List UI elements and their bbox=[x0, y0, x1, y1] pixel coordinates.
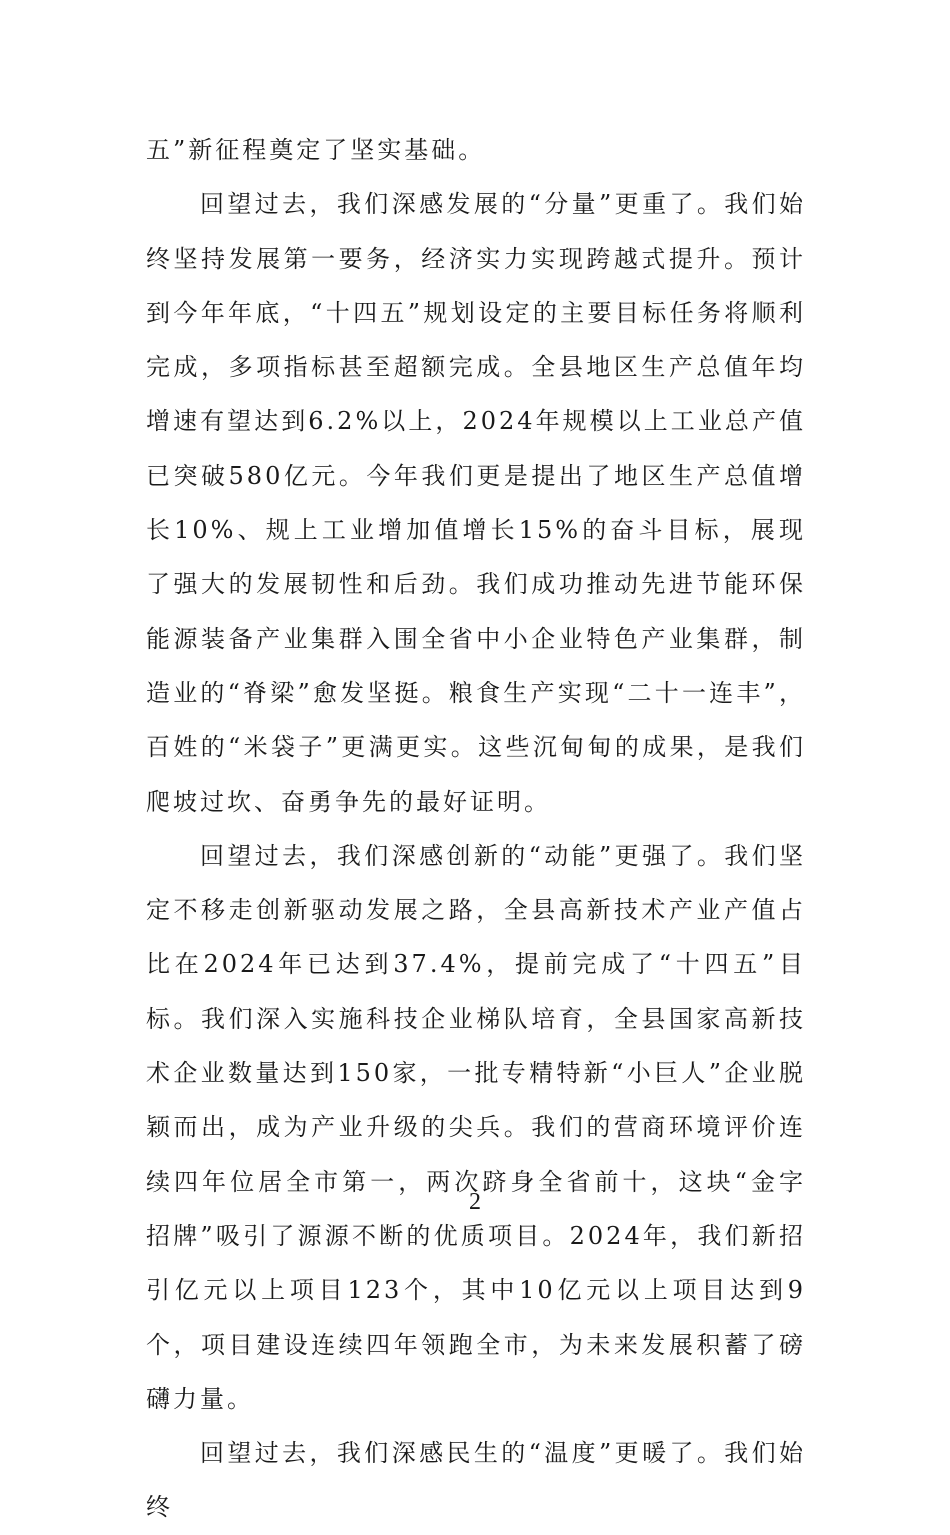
paragraph-continuation: 五”新征程奠定了坚实基础。 bbox=[146, 136, 486, 164]
paragraph-development: 回望过去，我们深感发展的“分量”更重了。我们始终坚持发展第一要务，经济实力实现跨越式提升。预计到今年年底，“十四五”规划设定的主要目标任务将顺利完成，多项指标甚至超额完成。全县地区生产总值年均增速有望达到6.2%以上，2024年规模以上工业总产值已突破580亿元。今年我们更是提出了地区生产总值增长10%、规上工业增加值增长15%的奋斗目标，展现了强大的发展韧性和后劲。我们成功推动先进节能环保能源装备产业集群入围全省中小企业特色产业集群，制造业的“脊梁”愈发坚挺。粮食生产实现“二十一连丰”，百姓的“米袋子”更满更实。这些沉甸甸的成果，是我们爬坡过坎、奋勇争先的最好证明。 bbox=[146, 190, 806, 816]
page-number: 2 bbox=[469, 1189, 481, 1215]
paragraph-innovation: 回望过去，我们深感创新的“动能”更强了。我们坚定不移走创新驱动发展之路，全县高新技术产业产值占比在2024年已达到37.4%，提前完成了“十四五”目标。我们深入实施科技企业梯队培育，全县国家高新技术企业数量达到150家，一批专精特新“小巨人”企业脱颖而出，成为产业升级的尖兵。我们的营商环境评价连续四年位居全市第一，两次跻身全省前十，这块“金字招牌”吸引了源源不断的优质项目。2024年，我们新招引亿元以上项目123个，其中10亿元以上项目达到9个，项目建设连续四年领跑全市，为未来发展积蓄了磅礴力量。 bbox=[146, 841, 806, 1413]
body-text bbox=[146, 123, 806, 1535]
paragraph-livelihood: 回望过去，我们深感民生的“温度”更暖了。我们始终 bbox=[146, 1439, 806, 1522]
